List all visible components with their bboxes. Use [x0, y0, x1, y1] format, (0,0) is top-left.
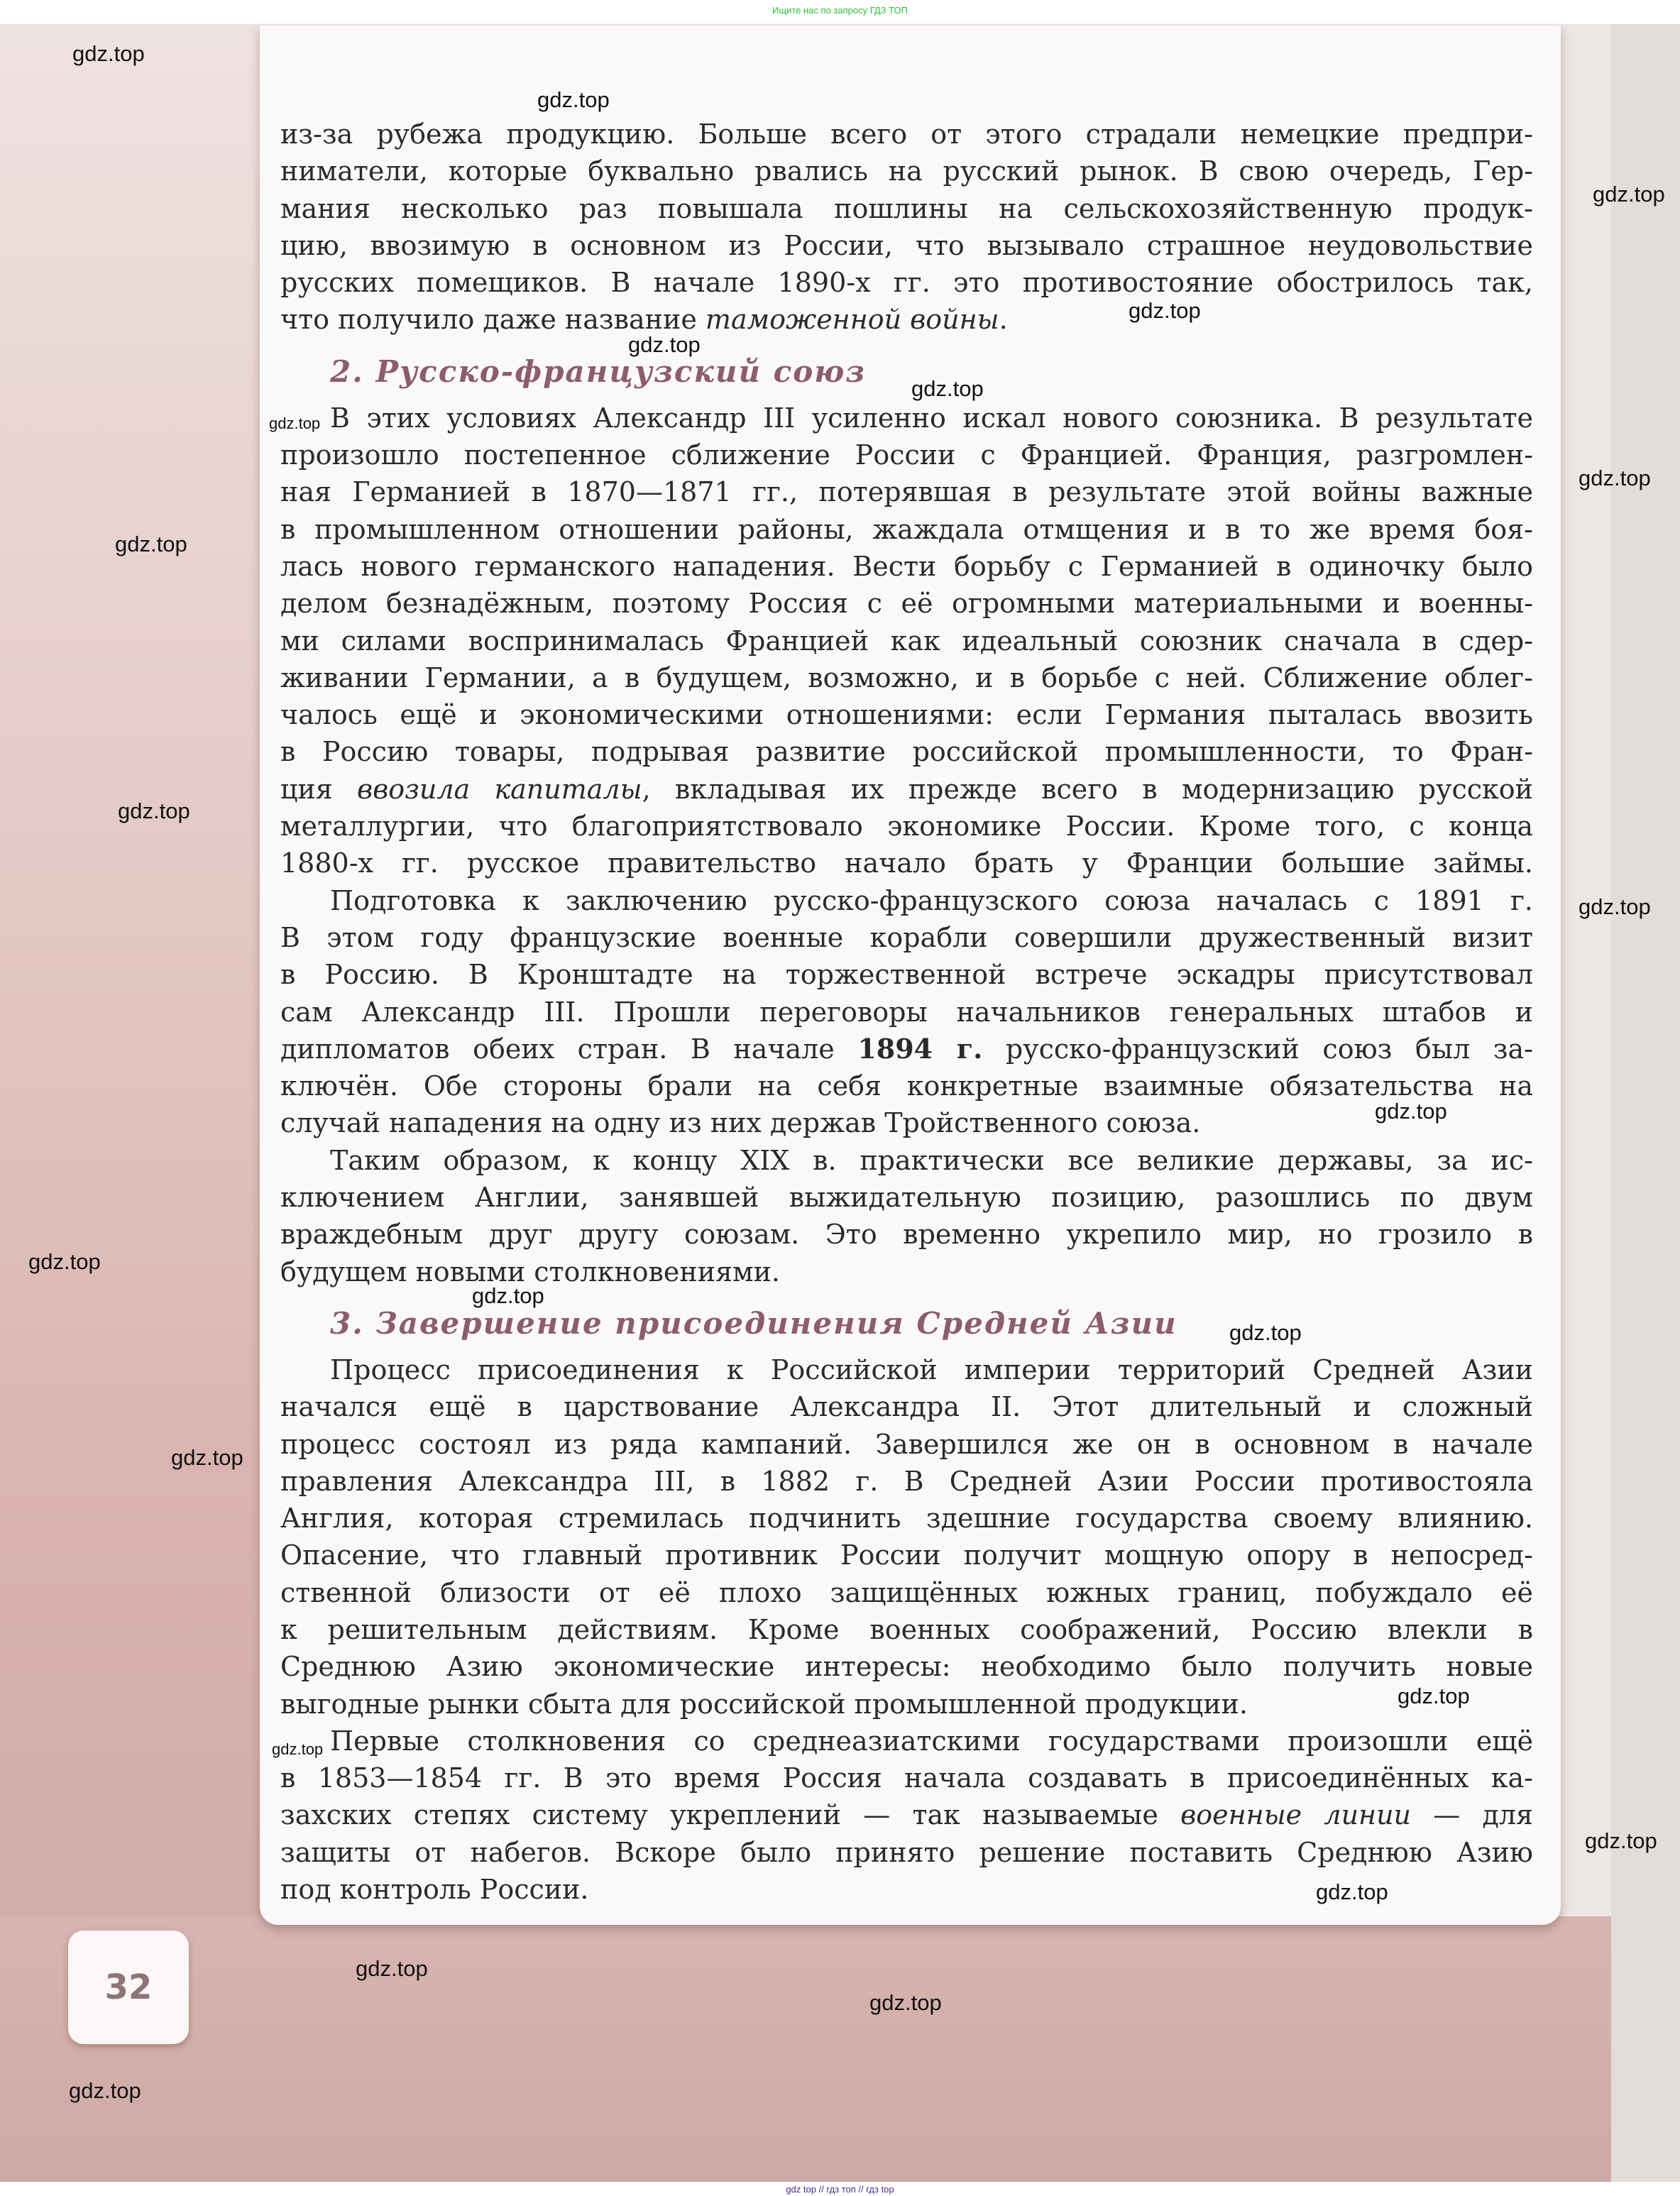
text-line: в промышленном отношении районы, жаждала отмщения и в то же время боя-	[280, 513, 1533, 545]
text-line: сам Александр III. Прошли переговоры начальников генеральных штабов и	[280, 996, 1533, 1028]
watermark: gdz.top	[537, 87, 610, 112]
watermark: gdz.top	[118, 798, 190, 823]
decorative-bottom	[0, 1916, 1632, 2182]
text-line: Среднюю Азию экономические интересы: необходимо было получить новые	[280, 1651, 1533, 1683]
watermark: gdz.top	[115, 532, 187, 556]
text-span: — для	[1411, 1799, 1534, 1831]
watermark: gdz.top	[472, 1283, 544, 1308]
decorative-sidebar	[0, 24, 263, 2182]
watermark: gdz.top	[1585, 1828, 1657, 1853]
date-1894: 1894 г.	[857, 1032, 983, 1065]
watermark: gdz.top	[272, 1740, 324, 1758]
watermark: gdz.top	[28, 1249, 101, 1274]
watermark: gdz.top	[1579, 466, 1651, 490]
text-span: дипломатов обеих стран. В начале	[280, 1033, 858, 1065]
text-line: в Россию. В Кронштадте на торжественной встрече эскадры присутствовал	[280, 959, 1533, 991]
text-line: в Россию товары, подрывая развитие российской промышленности, то Фран-	[280, 736, 1533, 768]
watermark: gdz.top	[1316, 1879, 1388, 1904]
watermark: gdz.top	[628, 332, 701, 357]
footer-banner	[0, 2182, 1680, 2195]
watermark: gdz.top	[1579, 894, 1651, 919]
text-line: ственной близости от её плохо защищённых южных границ, побуждало её	[280, 1576, 1533, 1608]
text-line: лась нового германского нападения. Вести борьбу с Германией в одиночку было	[280, 550, 1533, 582]
watermark: gdz.top	[1398, 1684, 1470, 1708]
text-line: делом безнадёжным, поэтому Россия с её огромными материальными и военны-	[280, 588, 1533, 620]
text-line: процесс состоял из ряда кампаний. Завершился же он в основном в начале	[280, 1428, 1533, 1460]
page-edge	[1611, 24, 1680, 2182]
text-line: В этих условиях Александр III усиленно искал нового союзника. В результате	[330, 402, 1533, 434]
text-line: чалось ещё и экономическими отношениями: если Германия пыталась ввозить	[280, 699, 1533, 731]
term-capital-import: ввозила капиталы	[357, 773, 642, 805]
watermark: gdz.top	[1129, 298, 1201, 323]
text-span: захских степях систему укреплений — так называемые	[280, 1799, 1181, 1831]
text-span: русско-французский союз был за-	[982, 1033, 1533, 1065]
watermark: gdz.top	[1593, 182, 1665, 207]
text-line: выгодные рынки сбыта для российской промышленной продукции.	[280, 1688, 1248, 1720]
text-line: ключён. Обе стороны брали на себя конкретные взаимные обязательства на	[280, 1070, 1533, 1102]
term-military-lines: военные линии	[1180, 1799, 1412, 1831]
text-line: 1880-х гг. русское правительство начало брать у Франции большие займы.	[280, 847, 1533, 879]
text-line: из-за рубежа продукцию. Больше всего от этого страдали немецкие предпри-	[280, 119, 1533, 150]
text-line: враждебным друг другу союзам. Это временно укрепило мир, но грозило в	[280, 1219, 1533, 1251]
page-number-badge	[68, 1931, 189, 2044]
section-heading-2: 2. Русско-французский союз	[330, 353, 867, 389]
text-line: Англия, которая стремилась подчинить здешние государства своему влиянию.	[280, 1503, 1533, 1535]
text-line: будущем новыми столкновениями.	[280, 1256, 781, 1288]
textbook-content	[280, 116, 1533, 1908]
text-line	[280, 1796, 1533, 1833]
text-line: произошло постепенное сближение России с Францией. Франция, разгромлен-	[280, 439, 1533, 471]
text-line: Таким образом, к концу XIX в. практически все великие державы, за ис-	[330, 1144, 1533, 1176]
section-heading-3: 3. Завершение присоединения Средней Азии	[330, 1305, 1177, 1341]
watermark: gdz.top	[72, 41, 145, 66]
watermark: gdz.top	[171, 1445, 243, 1470]
text-line: правления Александра III, в 1882 г. В Средней Азии России противостояла	[280, 1465, 1533, 1497]
watermark: gdz.top	[911, 376, 984, 401]
watermark: gdz.top	[1229, 1320, 1302, 1345]
watermark: gdz.top	[269, 415, 321, 432]
watermark: gdz.top	[356, 1956, 428, 1981]
text-line: цию, ввозимую в основном из России, что вызывало страшное неудовольствие	[280, 229, 1533, 261]
text-line	[280, 771, 1533, 808]
text-line: ная Германией в 1870—1871 гг., потерявшая в результате этой войны важные	[280, 476, 1533, 508]
text-line	[280, 1031, 1533, 1067]
watermark: gdz.top	[869, 1990, 942, 2015]
top-banner-text: Ищите нас по запросу ГДЗ ТОП	[772, 5, 908, 16]
text-span: ция	[280, 773, 358, 805]
watermark: gdz.top	[69, 2078, 141, 2103]
term-customs-war: таможенной войны	[705, 304, 999, 336]
top-banner	[0, 0, 1680, 24]
text-line: Первые столкновения со среднеазиатскими государствами произошли ещё	[330, 1725, 1533, 1757]
text-line: живании Германии, а в будущем, возможно, и в борьбе с ней. Сближение облег-	[280, 661, 1533, 693]
text-line: под контроль России.	[280, 1874, 589, 1906]
text-line: начался ещё в царствование Александра II. Этот длительный и сложный	[280, 1391, 1533, 1423]
text-line: к решительным действиям. Кроме военных соображений, Россию влекли в	[280, 1613, 1533, 1645]
text-line: защиты от набегов. Вскоре было принято решение поставить Среднюю Азию	[280, 1836, 1533, 1868]
text-line: Подготовка к заключению русско-французского союза началась с 1891 г.	[330, 884, 1533, 916]
text-line: мания несколько раз повышала пошлины на сельскохозяйственную продук-	[280, 192, 1533, 224]
text-line: в 1853—1854 гг. В это время Россия начала создавать в присоединённых ка-	[280, 1762, 1533, 1794]
page-number: 32	[104, 1967, 153, 2007]
footer-banner-text: gdz top // гдз топ // гдз top	[786, 2184, 894, 2195]
text-line: ми силами воспринималась Францией как идеальный союзник сначала в сдер-	[280, 625, 1533, 657]
text-line: русских помещиков. В начале 1890-х гг. это противостояние обострилось так,	[280, 267, 1533, 299]
text-line: Опасение, что главный противник России получит мощную опору в непосред-	[280, 1539, 1533, 1571]
text-line: ниматели, которые буквально рвались на русский рынок. В свою очередь, Гер-	[280, 155, 1533, 187]
watermark: gdz.top	[1375, 1099, 1447, 1124]
text-line: металлургии, что благоприятствовало экономике России. Кроме того, с конца	[280, 811, 1533, 842]
text-line: ключением Англии, занявшей выжидательную позицию, разошлись по двум	[280, 1182, 1533, 1214]
text-line: случай нападения на одну из них держав Тройственного союза.	[280, 1107, 1201, 1139]
text-span: что получило даже название	[280, 304, 706, 336]
text-line	[280, 301, 1533, 338]
text-line: Процесс присоединения к Российской империи территорий Средней Азии	[330, 1354, 1533, 1385]
text-span: .	[999, 304, 1008, 336]
text-span: , вкладывая их прежде всего в модернизацию русской	[642, 773, 1533, 805]
text-line: В этом году французские военные корабли совершили дружественный визит	[280, 921, 1533, 953]
